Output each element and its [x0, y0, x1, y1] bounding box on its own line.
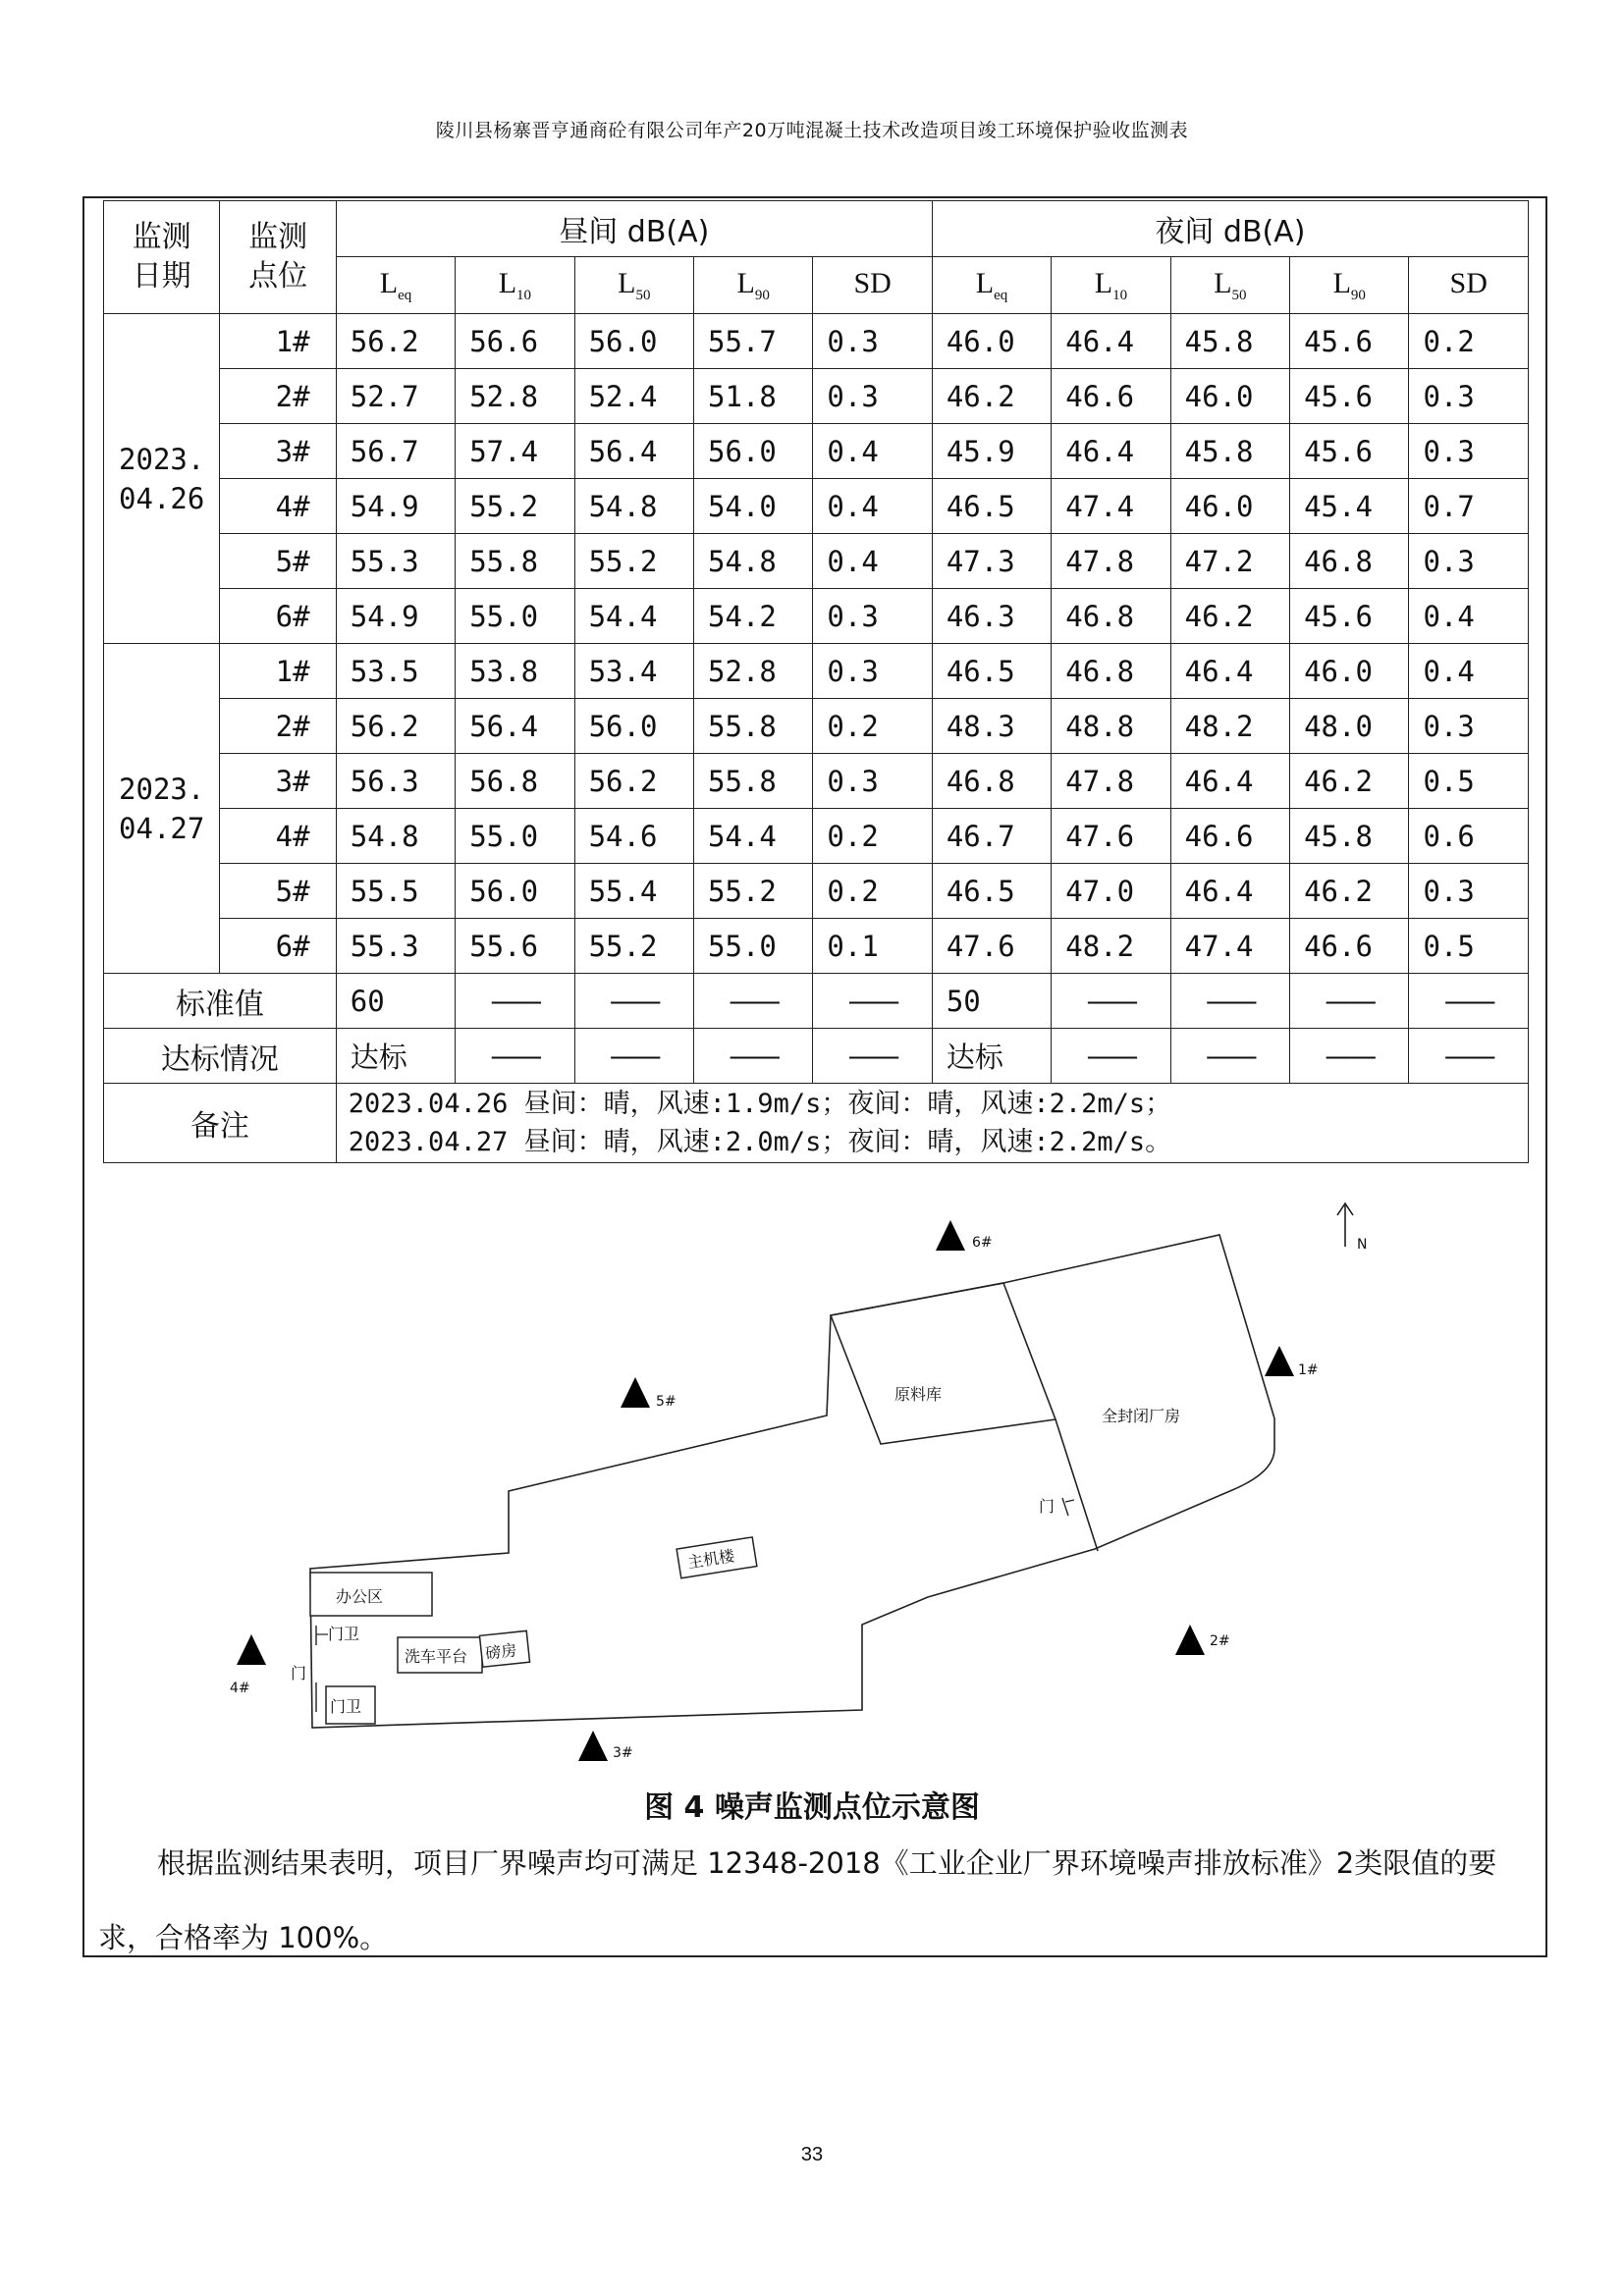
- triangle-marker-icon: [578, 1731, 608, 1761]
- conclusion-paragraph: 根据监测结果表明，项目厂界噪声均可满足 12348-2018《工业企业厂界环境噪声排放标准》2类限值的要求，合格率为 100%。: [98, 1846, 1497, 1954]
- param-3: $L_{90}$: [694, 257, 813, 314]
- day-value-cell: 57.4: [456, 424, 574, 479]
- point-cell: 5#: [220, 534, 336, 589]
- figure-caption: 图 4 噪声监测点位示意图: [644, 1790, 980, 1825]
- night-value-cell: 46.4: [1052, 314, 1170, 369]
- night-value-cell: 48.2: [1170, 699, 1289, 754]
- night-value-cell: 46.4: [1170, 754, 1289, 809]
- day-value-cell: 55.7: [694, 314, 813, 369]
- remark-line: 2023.04.26 昼间：晴，风速:1.9m/s；夜间：晴，风速:2.2m/s；: [348, 1089, 1172, 1119]
- night-value-cell: 45.8: [1170, 314, 1289, 369]
- param-3: $L_{90}$: [1290, 257, 1409, 314]
- day-value-cell: 54.9: [336, 589, 455, 644]
- monitoring-point-2: [1175, 1625, 1230, 1655]
- param-0: $L_{eq}$: [336, 257, 455, 314]
- night-value-cell: 48.2: [1052, 919, 1170, 974]
- night-value-cell: 0.3: [1409, 424, 1529, 479]
- night-value-cell: 45.6: [1290, 424, 1409, 479]
- day-value-cell: 55.3: [336, 534, 455, 589]
- point-cell: 6#: [220, 919, 336, 974]
- day-value-cell: 56.6: [456, 314, 574, 369]
- dash-cell: ——: [694, 1029, 813, 1084]
- day-value-cell: 55.0: [694, 919, 813, 974]
- day-value-cell: 55.5: [336, 864, 455, 919]
- day-value-cell: 56.0: [574, 314, 693, 369]
- day-value-cell: 52.7: [336, 369, 455, 424]
- svg-text:4#: 4#: [230, 1681, 250, 1696]
- param-2: $L_{50}$: [1170, 257, 1289, 314]
- point-cell: 3#: [220, 424, 336, 479]
- day-value-cell: 0.2: [813, 699, 932, 754]
- standard-row-day-value: 60: [336, 974, 455, 1029]
- svg-text:洗车平台: 洗车平台: [405, 1647, 468, 1666]
- night-value-cell: 46.8: [1052, 589, 1170, 644]
- dash-cell: ——: [1409, 974, 1529, 1029]
- day-value-cell: 51.8: [694, 369, 813, 424]
- point-cell: 5#: [220, 864, 336, 919]
- day-value-cell: 53.4: [574, 644, 693, 699]
- night-value-cell: 46.5: [932, 479, 1051, 534]
- label-raw-material: 原料库: [894, 1385, 943, 1404]
- night-value-cell: 0.5: [1409, 919, 1529, 974]
- compliance-row-night-value: 达标: [932, 1029, 1051, 1084]
- night-value-cell: 46.0: [932, 314, 1051, 369]
- day-value-cell: 0.3: [813, 314, 932, 369]
- day-value-cell: 55.4: [574, 864, 693, 919]
- night-value-cell: 46.5: [932, 864, 1051, 919]
- dash-cell: ——: [456, 1029, 574, 1084]
- night-value-cell: 46.8: [932, 754, 1051, 809]
- day-value-cell: 0.2: [813, 809, 932, 864]
- svg-text:6#: 6#: [972, 1235, 993, 1251]
- point-cell: 6#: [220, 589, 336, 644]
- day-value-cell: 56.4: [574, 424, 693, 479]
- param-4: SD: [813, 257, 932, 314]
- dash-cell: ——: [1409, 1029, 1529, 1084]
- night-value-cell: 0.3: [1409, 534, 1529, 589]
- raw-material-store: [831, 1283, 1056, 1444]
- svg-text:2#: 2#: [1210, 1633, 1230, 1649]
- day-value-cell: 56.3: [336, 754, 455, 809]
- weighbridge: [479, 1630, 529, 1667]
- header-night: 夜间 dB(A): [932, 201, 1528, 257]
- dash-cell: ——: [1290, 1029, 1409, 1084]
- day-value-cell: 54.8: [336, 809, 455, 864]
- dash-cell: ——: [1052, 974, 1170, 1029]
- standard-row-label: 标准值: [104, 974, 337, 1029]
- svg-text:门卫: 门卫: [330, 1697, 362, 1716]
- night-value-cell: 0.4: [1409, 589, 1529, 644]
- dash-cell: ——: [574, 974, 693, 1029]
- day-value-cell: 0.3: [813, 589, 932, 644]
- day-value-cell: 55.2: [694, 864, 813, 919]
- night-value-cell: 46.7: [932, 809, 1051, 864]
- day-value-cell: 54.9: [336, 479, 455, 534]
- night-value-cell: 46.6: [1290, 919, 1409, 974]
- main-building: [677, 1537, 757, 1578]
- day-value-cell: 0.4: [813, 534, 932, 589]
- day-value-cell: 56.0: [694, 424, 813, 479]
- day-value-cell: 53.8: [456, 644, 574, 699]
- day-value-cell: 56.2: [574, 754, 693, 809]
- dash-cell: ——: [1170, 974, 1289, 1029]
- night-value-cell: 47.8: [1052, 754, 1170, 809]
- monitoring-point-5: [621, 1377, 677, 1410]
- night-value-cell: 47.4: [1170, 919, 1289, 974]
- night-value-cell: 46.6: [1170, 809, 1289, 864]
- label-gate-right: 门: [1039, 1497, 1056, 1516]
- night-value-cell: 46.2: [1290, 754, 1409, 809]
- night-value-cell: 47.0: [1052, 864, 1170, 919]
- night-value-cell: 46.2: [932, 369, 1051, 424]
- night-value-cell: 47.3: [932, 534, 1051, 589]
- point-cell: 4#: [220, 479, 336, 534]
- night-value-cell: 48.0: [1290, 699, 1409, 754]
- day-value-cell: 53.5: [336, 644, 455, 699]
- page-number: 33: [800, 2144, 824, 2165]
- day-value-cell: 55.2: [574, 919, 693, 974]
- day-value-cell: 0.3: [813, 644, 932, 699]
- night-value-cell: 46.2: [1290, 864, 1409, 919]
- day-value-cell: 54.6: [574, 809, 693, 864]
- night-value-cell: 0.3: [1409, 369, 1529, 424]
- night-value-cell: 47.6: [932, 919, 1051, 974]
- night-value-cell: 0.4: [1409, 644, 1529, 699]
- param-1: $L_{10}$: [1052, 257, 1170, 314]
- point-cell: 1#: [220, 644, 336, 699]
- triangle-marker-icon: [1175, 1625, 1205, 1655]
- day-value-cell: 52.8: [694, 644, 813, 699]
- night-value-cell: 46.0: [1170, 369, 1289, 424]
- day-value-cell: 54.4: [694, 809, 813, 864]
- north-arrow-icon: [1337, 1203, 1367, 1253]
- day-value-cell: 52.4: [574, 369, 693, 424]
- label-guard-1: 门卫: [328, 1625, 360, 1643]
- triangle-marker-icon: [1265, 1346, 1294, 1376]
- night-value-cell: 47.4: [1052, 479, 1170, 534]
- day-value-cell: 54.8: [574, 479, 693, 534]
- night-value-cell: 46.4: [1170, 864, 1289, 919]
- monitoring-point-3: [578, 1731, 633, 1761]
- monitoring-point-4: [230, 1634, 266, 1696]
- day-value-cell: 56.7: [336, 424, 455, 479]
- day-value-cell: 55.0: [456, 589, 574, 644]
- day-value-cell: 0.4: [813, 479, 932, 534]
- date-cell: 2023. 04.27: [104, 644, 220, 974]
- svg-text:5#: 5#: [656, 1394, 677, 1410]
- header-date: 监测 日期: [104, 201, 220, 314]
- dash-cell: ——: [694, 974, 813, 1029]
- night-value-cell: 45.4: [1290, 479, 1409, 534]
- night-value-cell: 46.6: [1052, 369, 1170, 424]
- night-value-cell: 45.8: [1290, 809, 1409, 864]
- night-value-cell: 45.6: [1290, 314, 1409, 369]
- param-4: SD: [1409, 257, 1529, 314]
- monitoring-points: [230, 1220, 1319, 1761]
- svg-text:办公区: 办公区: [336, 1587, 384, 1606]
- day-value-cell: 0.4: [813, 424, 932, 479]
- page-header: 陵川县杨寨晋亨通商砼有限公司年产20万吨混凝土技术改造项目竣工环境保护验收监测表: [435, 120, 1189, 141]
- day-value-cell: 0.1: [813, 919, 932, 974]
- night-value-cell: 46.5: [932, 644, 1051, 699]
- monitoring-point-1: [1265, 1346, 1319, 1378]
- svg-text:N: N: [1357, 1237, 1368, 1253]
- label-gate-left: 门: [291, 1664, 307, 1682]
- point-cell: 4#: [220, 809, 336, 864]
- day-value-cell: 54.4: [574, 589, 693, 644]
- night-value-cell: 46.8: [1052, 644, 1170, 699]
- dash-cell: ——: [574, 1029, 693, 1084]
- night-value-cell: 45.6: [1290, 589, 1409, 644]
- header-point: 监测 点位: [220, 201, 336, 314]
- triangle-marker-icon: [237, 1634, 266, 1665]
- night-value-cell: 46.8: [1290, 534, 1409, 589]
- day-value-cell: 55.2: [574, 534, 693, 589]
- day-value-cell: 55.8: [694, 699, 813, 754]
- day-value-cell: 56.2: [336, 314, 455, 369]
- night-value-cell: 46.4: [1052, 424, 1170, 479]
- triangle-marker-icon: [936, 1220, 965, 1251]
- day-value-cell: 0.3: [813, 754, 932, 809]
- dash-cell: ——: [1290, 974, 1409, 1029]
- monitoring-point-6: [936, 1220, 993, 1251]
- remark-line: 2023.04.27 昼间：晴，风速:2.0m/s；夜间：晴，风速:2.2m/s。: [348, 1127, 1172, 1157]
- night-value-cell: 45.6: [1290, 369, 1409, 424]
- night-value-cell: 0.2: [1409, 314, 1529, 369]
- day-value-cell: 54.8: [694, 534, 813, 589]
- compliance-row-day-value: 达标: [336, 1029, 455, 1084]
- day-value-cell: 55.0: [456, 809, 574, 864]
- day-value-cell: 55.6: [456, 919, 574, 974]
- night-value-cell: 46.2: [1170, 589, 1289, 644]
- dash-cell: ——: [1170, 1029, 1289, 1084]
- night-value-cell: 0.6: [1409, 809, 1529, 864]
- day-value-cell: 56.2: [336, 699, 455, 754]
- standard-row-night-value: 50: [932, 974, 1051, 1029]
- day-value-cell: 56.0: [456, 864, 574, 919]
- point-cell: 2#: [220, 699, 336, 754]
- night-value-cell: 46.0: [1170, 479, 1289, 534]
- compliance-row-label: 达标情况: [104, 1029, 337, 1084]
- night-value-cell: 46.3: [932, 589, 1051, 644]
- day-value-cell: 54.2: [694, 589, 813, 644]
- point-cell: 2#: [220, 369, 336, 424]
- night-value-cell: 48.8: [1052, 699, 1170, 754]
- night-value-cell: 0.5: [1409, 754, 1529, 809]
- day-value-cell: 54.0: [694, 479, 813, 534]
- day-value-cell: 56.0: [574, 699, 693, 754]
- night-value-cell: 47.2: [1170, 534, 1289, 589]
- day-value-cell: 55.8: [694, 754, 813, 809]
- dash-cell: ——: [1052, 1029, 1170, 1084]
- dash-cell: ——: [456, 974, 574, 1029]
- day-value-cell: 55.3: [336, 919, 455, 974]
- dash-cell: ——: [813, 974, 932, 1029]
- param-0: $L_{eq}$: [932, 257, 1051, 314]
- night-value-cell: 46.0: [1290, 644, 1409, 699]
- night-value-cell: 45.8: [1170, 424, 1289, 479]
- night-value-cell: 48.3: [932, 699, 1051, 754]
- night-value-cell: 0.3: [1409, 699, 1529, 754]
- point-cell: 3#: [220, 754, 336, 809]
- night-value-cell: 0.7: [1409, 479, 1529, 534]
- day-value-cell: 55.8: [456, 534, 574, 589]
- remark-label: 备注: [104, 1084, 337, 1163]
- day-value-cell: 52.8: [456, 369, 574, 424]
- param-2: $L_{50}$: [574, 257, 693, 314]
- night-value-cell: 0.3: [1409, 864, 1529, 919]
- day-value-cell: 0.3: [813, 369, 932, 424]
- svg-text:3#: 3#: [613, 1745, 633, 1761]
- night-value-cell: 46.4: [1170, 644, 1289, 699]
- date-cell: 2023. 04.26: [104, 314, 220, 644]
- day-value-cell: 55.2: [456, 479, 574, 534]
- svg-text:主机楼: 主机楼: [685, 1546, 736, 1573]
- svg-text:磅房: 磅房: [484, 1640, 518, 1663]
- night-value-cell: 47.8: [1052, 534, 1170, 589]
- day-value-cell: 56.8: [456, 754, 574, 809]
- day-value-cell: 56.4: [456, 699, 574, 754]
- label-closed-plant: 全封闭厂房: [1102, 1407, 1181, 1425]
- param-1: $L_{10}$: [456, 257, 574, 314]
- day-value-cell: 0.2: [813, 864, 932, 919]
- dash-cell: ——: [813, 1029, 932, 1084]
- triangle-marker-icon: [621, 1377, 650, 1408]
- point-cell: 1#: [220, 314, 336, 369]
- svg-text:1#: 1#: [1298, 1362, 1319, 1378]
- night-value-cell: 47.6: [1052, 809, 1170, 864]
- header-day: 昼间 dB(A): [336, 201, 932, 257]
- night-value-cell: 45.9: [932, 424, 1051, 479]
